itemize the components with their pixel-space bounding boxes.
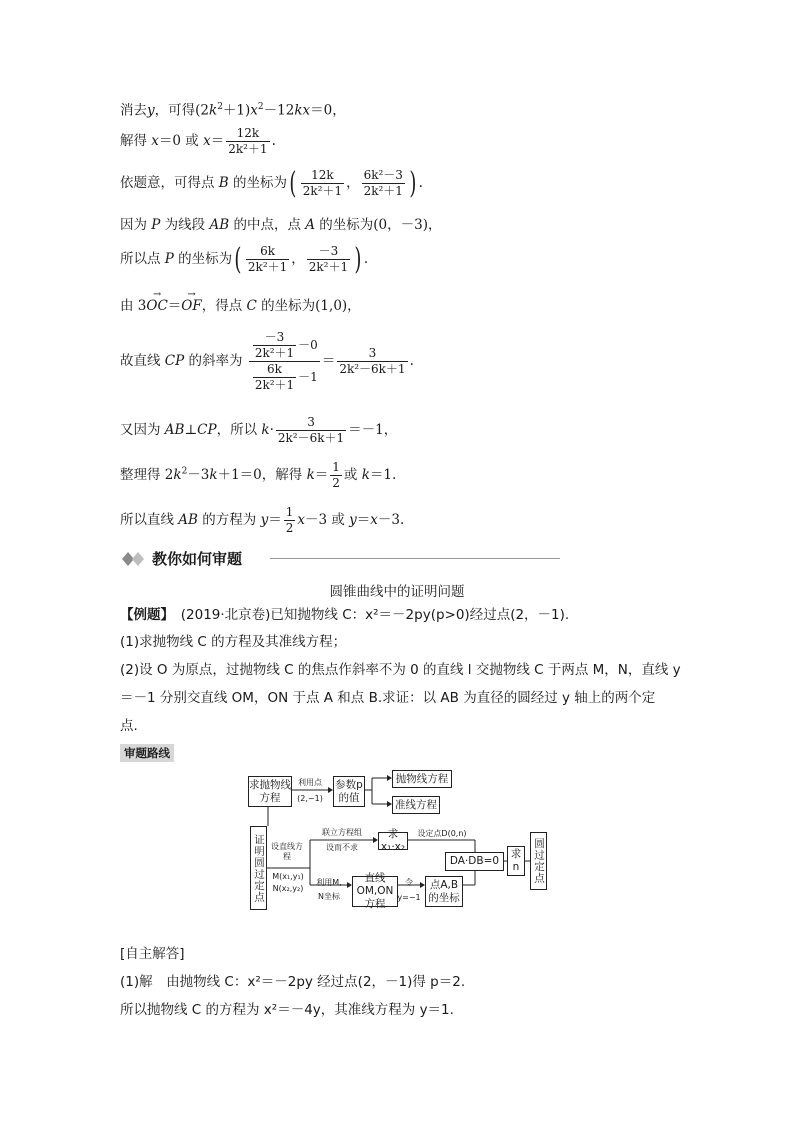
- flow-tag: 审题路线: [120, 744, 174, 762]
- flow-box-find-x: 求 x₁·x₂: [378, 832, 408, 850]
- solution-line-1: 消去y，可得$(2k^2+1)x^2-12kx=0$，: [120, 102, 346, 119]
- flow-label-fixed-point: 设定点D(0,n): [417, 829, 467, 838]
- flow-label-set-line: 设直线方程: [271, 842, 303, 861]
- flow-box-AB-coords: 点A,B的坐标: [425, 876, 463, 907]
- flow-label-y: y=−1: [397, 893, 421, 902]
- flow-box-prove: 证明圆过定点: [250, 826, 267, 910]
- solution-line-9: 整理得 $2k^2-3k+1=0$，解得 k＝ $\frac{1}{2}$ 或 k＝1.: [120, 460, 397, 490]
- solution-line-8: 又因为 AB⊥CP，所以 k· $\frac{3}{\text{2k²－6k＋1}}$ ＝－1，: [120, 415, 398, 445]
- example-line-2: (1)求抛物线 C 的方程及其准线方程；: [120, 634, 347, 650]
- flow-box-parabola-equation: 抛物线方程: [392, 770, 452, 788]
- solution-line-4: 因为 P 为线段 AB 的中点，点 A 的坐标为(0，－3)，: [120, 217, 442, 233]
- flow-box-dot-product: DA·DB=0: [445, 852, 504, 871]
- solution-line-6: 由 3→ OC＝→ OF，得点 C 的坐标为(1,0)，: [120, 296, 361, 316]
- flow-label-N: N(x₂,y₂): [272, 884, 304, 893]
- solution-line-5: 所以点 P 的坐标为( $\frac{6k}{\text{2k²＋1}}$ ， $\frac{-3}{\text{2k²＋1}}$ ) .: [120, 241, 369, 277]
- example-line-5: 点.: [120, 718, 138, 734]
- flow-label-coords: N坐标: [318, 892, 340, 901]
- example-label: 【例题】: [120, 607, 168, 623]
- flow-label-point: (2,−1): [297, 794, 323, 803]
- compound-fraction: $\frac{-3}{\text{2k²＋1}}$ －0 $\frac{6k}{\text{2k²＋1}}$ －1: [249, 330, 320, 393]
- section-title: 教你如何审题: [152, 550, 243, 568]
- answer-line-2: 所以抛物线 C 的方程为 x²＝－4y，其准线方程为 y＝1.: [120, 1002, 454, 1018]
- flow-box-directrix: 准线方程: [392, 796, 440, 814]
- answer-header: [自主解答]: [120, 946, 185, 962]
- flow-label-not-solve: 设而不求: [326, 843, 358, 852]
- flow-label-use-point: 利用点: [298, 778, 322, 787]
- flow-box-param: 参数p的值: [333, 776, 365, 807]
- solution-line-7: 故直线 CP 的斜率为 $\frac{-3}{\text{2k²＋1}}$ －0 $\frac{6k}{\text{2k²＋1}}$ －1 ＝ $\frac{3}{\text{2k²－6k＋1}}$ .: [120, 330, 414, 392]
- flow-box-find-n: 求n: [507, 846, 525, 876]
- flow-label-M: M(x₁,y₁): [272, 872, 304, 881]
- flow-label-let: 令: [405, 878, 413, 887]
- flow-box-circle-fixed: 圆过定点: [530, 832, 547, 890]
- fraction: $\frac{12k}{\text{2k²＋1}}$: [228, 126, 268, 156]
- page-subtitle: 圆锥曲线中的证明问题: [329, 584, 465, 600]
- solution-line-10: 所以直线 AB 的方程为 y＝ $\frac{1}{2}$ x－3 或 y＝x－3.: [120, 505, 405, 535]
- flow-box-find-equation: 求抛物线方程: [248, 776, 292, 807]
- flow-box-lines: 直线OM,ON方程: [352, 876, 398, 907]
- flow-label-use-MN: 利用M,: [316, 878, 342, 887]
- example-line-1: 【例题】 (2019·北京卷)已知抛物线 C：x²＝－2py(p>0)经过点(2，－1).: [120, 607, 570, 623]
- example-line-4: ＝－1 分别交直线 OM，ON 于点 A 和点 B.求证：以 AB 为直径的圆经过 y 轴上的两个定: [120, 690, 656, 706]
- answer-line-1: (1)解 由抛物线 C：x²＝－2py 经过点(2，－1)得 p＝2.: [120, 974, 466, 990]
- solution-line-2: 解得 x＝0 或 x＝ $\frac{12k}{\text{2k²＋1}}$ .: [120, 126, 276, 156]
- example-line-3: (2)设 O 为原点，过抛物线 C 的焦点作斜率不为 0 的直线 l 交抛物线 C 于两点 M，N，直线 y: [120, 662, 681, 678]
- flow-label-joint: 联立方程组: [322, 828, 362, 837]
- solution-line-3: 依题意，可得点 B 的坐标为( $\frac{12k}{\text{2k²＋1}}$ ， $\frac{\text{6k²－3}}{\text{2k²＋1}}$ ) .: [120, 165, 423, 201]
